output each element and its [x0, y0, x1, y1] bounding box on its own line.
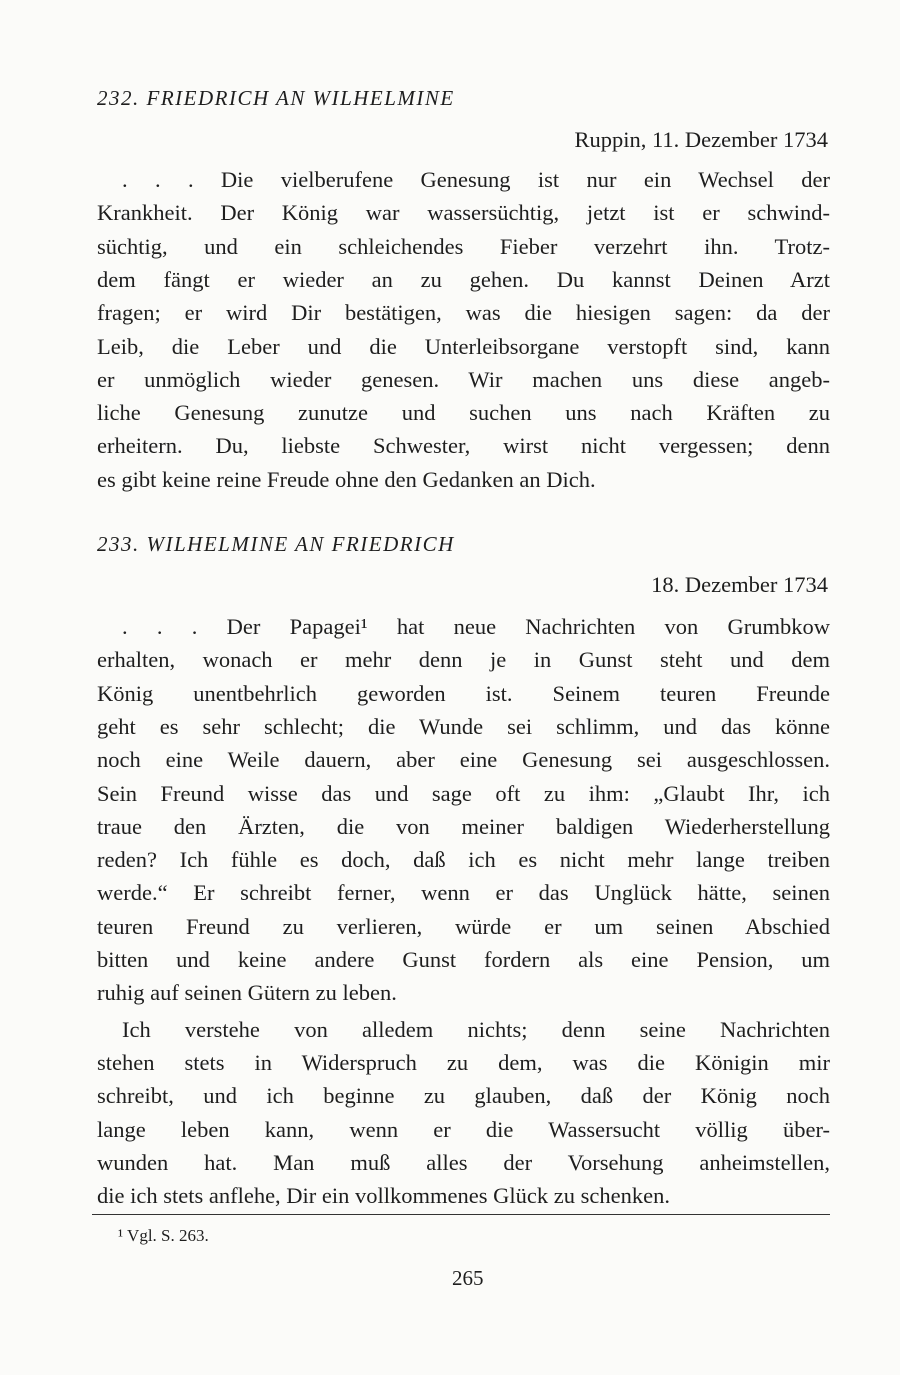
text-line: er unmöglich wieder genesen. Wir machen uns diese angeb-	[97, 366, 830, 392]
footnote: ¹ Vgl. S. 263.	[118, 1226, 209, 1245]
letter-date: Ruppin, 11. Dezember 1734	[574, 127, 828, 152]
text-line: Krankheit. Der König war wassersüchtig, jetzt ist er schwind-	[97, 200, 830, 226]
page-number: 265	[452, 1266, 484, 1290]
text-line: schreibt, und ich beginne zu glauben, daß der König noch	[97, 1083, 830, 1109]
text-line: traue den Ärzten, die von meiner baldigen Wiederherstellung	[97, 813, 830, 839]
text-line: König unentbehrlich geworden ist. Seinem teuren Freunde	[97, 680, 830, 706]
text-line: süchtig, und ein schleichendes Fieber verzehrt ihn. Trotz-	[97, 233, 830, 259]
text-line: erhalten, wonach er mehr denn je in Gunst steht und dem	[97, 647, 830, 673]
text-line: dem fängt er wieder an zu gehen. Du kannst Deinen Arzt	[97, 266, 830, 292]
text-line: bitten und keine andere Gunst fordern als eine Pension, um	[97, 947, 830, 972]
letter-heading: 232. FRIEDRICH AN WILHELMINE	[97, 86, 455, 110]
letter-date: 18. Dezember 1734	[651, 572, 828, 597]
text-line: . . . Der Papagei¹ hat neue Nachrichten von Grumbkow	[122, 614, 830, 639]
text-line: fragen; er wird Dir bestätigen, was die hiesigen sagen: da der	[97, 300, 830, 326]
text-line: die ich stets anflehe, Dir ein vollkommenes Glück zu schenken.	[97, 1183, 670, 1209]
text-line: ruhig auf seinen Gütern zu leben.	[97, 980, 397, 1006]
text-line: liche Genesung zunutze und suchen uns nach Kräften zu	[97, 400, 830, 426]
text-line: . . . Die vielberufene Genesung ist nur ein Wechsel der	[122, 167, 830, 192]
text-line: reden? Ich fühle es doch, daß ich es nicht mehr lange treiben	[97, 847, 830, 873]
text-line: geht es sehr schlecht; die Wunde sei schlimm, und das könne	[97, 713, 830, 739]
text-line: stehen stets in Widerspruch zu dem, was die Königin mir	[97, 1049, 830, 1075]
text-line: Leib, die Leber und die Unterleibsorgane verstopft sind, kann	[97, 333, 830, 359]
letter-heading: 233. WILHELMINE AN FRIEDRICH	[97, 532, 455, 556]
text-line: es gibt keine reine Freude ohne den Gedanken an Dich.	[97, 466, 596, 492]
text-line: noch eine Weile dauern, aber eine Genesung sei ausgeschlossen.	[97, 747, 830, 773]
text-line: wunden hat. Man muß alles der Vorsehung anheimstellen,	[97, 1149, 830, 1175]
text-line: werde.“ Er schreibt ferner, wenn er das Unglück hätte, seinen	[97, 880, 830, 906]
text-line: Ich verstehe von alledem nichts; denn seine Nachrichten	[122, 1016, 830, 1042]
text-line: erheitern. Du, liebste Schwester, wirst nicht vergessen; denn	[97, 433, 830, 459]
text-line: Sein Freund wisse das und sage oft zu ihm: „Glaubt Ihr, ich	[97, 780, 830, 806]
text-line: lange leben kann, wenn er die Wassersucht völlig über-	[97, 1116, 830, 1142]
footnote-divider	[92, 1214, 830, 1215]
text-line: teuren Freund zu verlieren, würde er um seinen Abschied	[97, 913, 830, 939]
